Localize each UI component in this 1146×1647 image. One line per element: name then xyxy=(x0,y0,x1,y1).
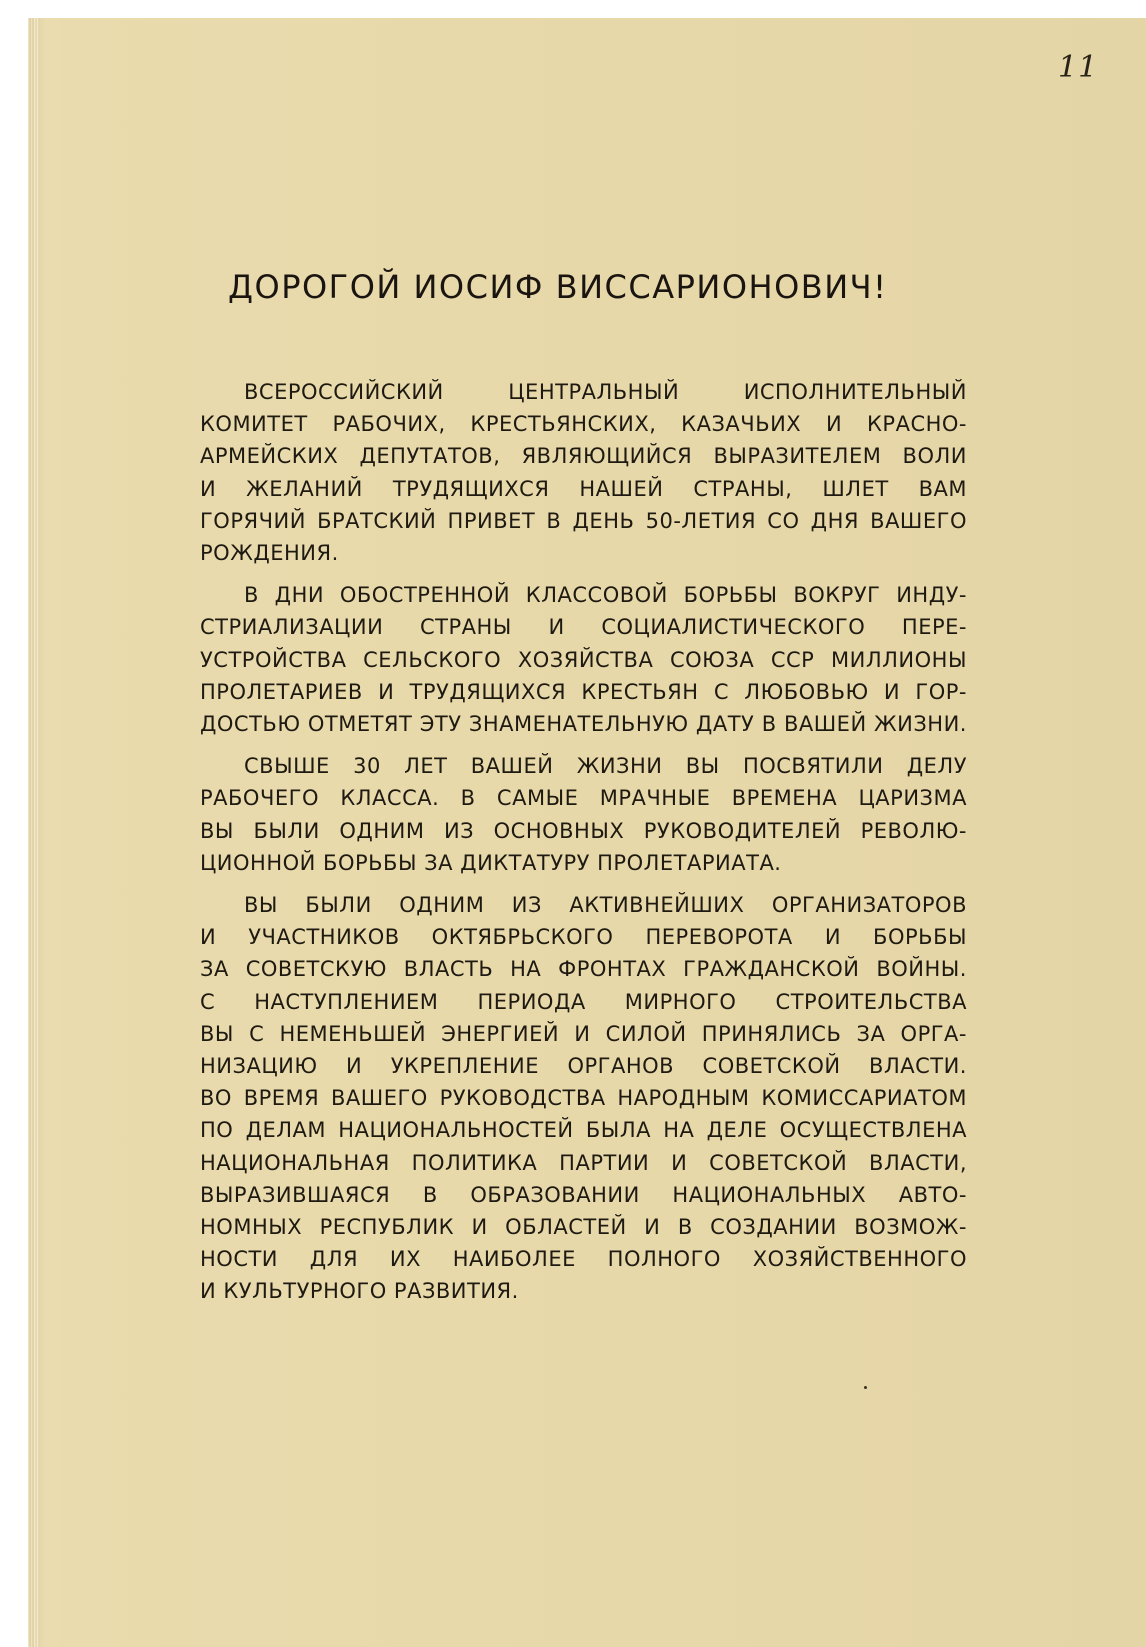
text-line: НОМНЫХ РЕСПУБЛИК И ОБЛАСТЕЙ И В СОЗДАНИИ ВОЗМОЖ- xyxy=(200,1215,967,1240)
text-line: РОЖДЕНИЯ. xyxy=(200,541,339,566)
text-line: ВЫРАЗИВШАЯСЯ В ОБРАЗОВАНИИ НАЦИОНАЛЬНЫХ АВТО- xyxy=(200,1182,967,1207)
text-line: ВО ВРЕМЯ ВАШЕГО РУКОВОДСТВА НАРОДНЫМ КОМИССАРИАТОМ xyxy=(200,1086,967,1111)
paragraph-4 xyxy=(200,889,967,1308)
text-line: ПРОЛЕТАРИЕВ И ТРУДЯЩИХСЯ КРЕСТЬЯН С ЛЮБОВЬЮ И ГОР- xyxy=(200,679,967,704)
paragraph-1 xyxy=(200,376,967,569)
text-line: И КУЛЬТУРНОГО РАЗВИТИЯ. xyxy=(200,1279,519,1304)
text-line: И ЖЕЛАНИЙ ТРУДЯЩИХСЯ НАШЕЙ СТРАНЫ, ШЛЕТ ВАМ xyxy=(200,476,967,501)
text-line: С НАСТУПЛЕНИЕМ ПЕРИОДА МИРНОГО СТРОИТЕЛЬСТВА xyxy=(200,989,967,1014)
folio-number: 11 xyxy=(1058,50,1099,85)
text-line: НИЗАЦИЮ И УКРЕПЛЕНИЕ ОРГАНОВ СОВЕТСКОЙ ВЛАСТИ. xyxy=(200,1054,967,1079)
text-line: ПО ДЕЛАМ НАЦИОНАЛЬНОСТЕЙ БЫЛА НА ДЕЛЕ ОСУЩЕСТВЛЕНА xyxy=(200,1118,967,1143)
paragraph-2 xyxy=(200,579,967,740)
letter-salutation: ДОРОГОЙ ИОСИФ ВИССАРИОНОВИЧ! xyxy=(228,268,888,306)
text-line: СТРИАЛИЗАЦИИ СТРАНЫ И СОЦИАЛИСТИЧЕСКОГО ПЕРЕ- xyxy=(200,615,967,640)
text-line: ВЫ БЫЛИ ОДНИМ ИЗ АКТИВНЕЙШИХ ОРГАНИЗАТОРОВ xyxy=(244,893,967,918)
paragraph-3 xyxy=(200,750,967,879)
text-line: ЗА СОВЕТСКУЮ ВЛАСТЬ НА ФРОНТАХ ГРАЖДАНСКОЙ ВОЙНЫ. xyxy=(200,957,967,982)
text-line: АРМЕЙСКИХ ДЕПУТАТОВ, ЯВЛЯЮЩИЙСЯ ВЫРАЗИТЕЛЕМ ВОЛИ xyxy=(200,444,967,469)
text-line: СВЫШЕ 30 ЛЕТ ВАШЕЙ ЖИЗНИ ВЫ ПОСВЯТИЛИ ДЕЛУ xyxy=(244,754,967,779)
text-line: ЦИОННОЙ БОРЬБЫ ЗА ДИКТАТУРУ ПРОЛЕТАРИАТА. xyxy=(200,850,782,875)
text-line: НОСТИ ДЛЯ ИХ НАИБОЛЕЕ ПОЛНОГО ХОЗЯЙСТВЕННОГО xyxy=(200,1247,967,1272)
letter-body xyxy=(200,376,967,1318)
page-stack-edge xyxy=(28,18,40,1647)
text-line: И УЧАСТНИКОВ ОКТЯБРЬСКОГО ПЕРЕВОРОТА И БОРЬБЫ xyxy=(200,925,967,950)
text-line: РАБОЧЕГО КЛАССА. В САМЫЕ МРАЧНЫЕ ВРЕМЕНА ЦАРИЗМА xyxy=(200,786,967,811)
ink-speck xyxy=(864,1386,867,1389)
text-line: УСТРОЙСТВА СЕЛЬСКОГО ХОЗЯЙСТВА СОЮЗА ССР МИЛЛИОНЫ xyxy=(200,647,967,672)
text-line: ВЫ БЫЛИ ОДНИМ ИЗ ОСНОВНЫХ РУКОВОДИТЕЛЕЙ РЕВОЛЮ- xyxy=(200,818,967,843)
text-line: ДОСТЬЮ ОТМЕТЯТ ЭТУ ЗНАМЕНАТЕЛЬНУЮ ДАТУ В ВАШЕЙ ЖИЗНИ. xyxy=(200,712,967,737)
text-line: ВСЕРОССИЙСКИЙ ЦЕНТРАЛЬНЫЙ ИСПОЛНИТЕЛЬНЫЙ xyxy=(244,380,967,404)
text-line: ВЫ С НЕМЕНЬШЕЙ ЭНЕРГИЕЙ И СИЛОЙ ПРИНЯЛИСЬ ЗА ОРГА- xyxy=(200,1021,967,1046)
text-line: КОМИТЕТ РАБОЧИХ, КРЕСТЬЯНСКИХ, КАЗАЧЬИХ И КРАСНО- xyxy=(200,412,967,437)
text-line: В ДНИ ОБОСТРЕННОЙ КЛАССОВОЙ БОРЬБЫ ВОКРУГ ИНДУ- xyxy=(244,583,967,608)
text-line: НАЦИОНАЛЬНАЯ ПОЛИТИКА ПАРТИИ И СОВЕТСКОЙ ВЛАСТИ, xyxy=(200,1150,967,1175)
text-line: ГОРЯЧИЙ БРАТСКИЙ ПРИВЕТ В ДЕНЬ 50-ЛЕТИЯ СО ДНЯ ВАШЕГО xyxy=(200,508,967,533)
